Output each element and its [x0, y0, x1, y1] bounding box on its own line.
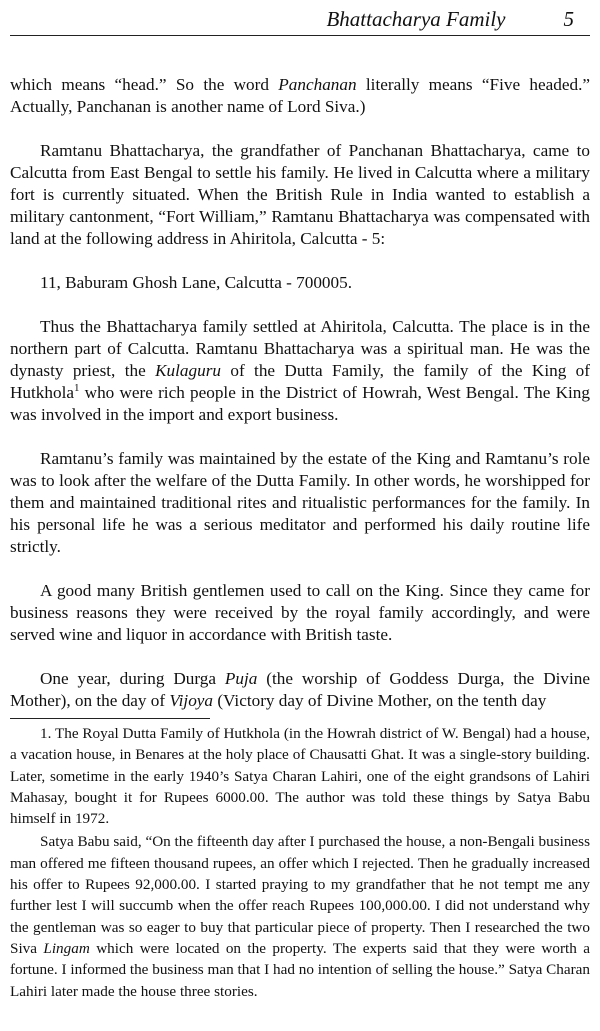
text-run: which means “head.” So the word — [10, 75, 279, 94]
running-title: Bhattacharya Family — [326, 7, 506, 31]
text-run: literally means “Five headed.” Actually, Panchanan is another name of Lord Siva.) — [10, 75, 590, 116]
italic-term: Lingam — [43, 939, 90, 957]
text-run: who were rich people in the District of Howrah, West Bengal. The King was involved in the import and export business. — [10, 383, 590, 424]
address-line: 11, Baburam Ghosh Lane, Calcutta - 700005. — [40, 273, 353, 292]
footnote-divider — [10, 718, 210, 719]
footnote-1: 1. The Royal Dutta Family of Hutkhola (in the Howrah district of W. Bengal) had a house, a vacation house, in Benares at the holy place of Chausatti Ghat. It was a single-story building. Later, sometime in the early 1940’s Satya Charan Lahiri, one of the eight grandsons of Lahiri Mahasay, bought it for Rupees 6000.00. The author was told these things by Satya Babu himself in 1972. — [10, 725, 590, 828]
paragraph-5: Ramtanu’s family was maintained by the estate of the King and Ramtanu’s role was to look after the welfare of the Dutta Family. In other words, he worshipped for them and maintained traditional rites and ritualistic performances for the family. In his personal life he was a serious meditator and performed his daily routine life strictly. — [10, 449, 590, 556]
footnotes — [10, 723, 590, 1002]
paragraph-6: A good many British gentlemen used to call on the King. Since they came for business reasons they were received by the royal family accordingly, and were served wine and liquor in accordance with British taste. — [10, 581, 590, 644]
footnote-marker: 1 — [73, 382, 80, 394]
running-head — [10, 0, 590, 36]
text-run: One year, during Durga — [40, 669, 225, 688]
text-run: which were located on the property. The experts said that they were worth a fortune. I informed the business man that I had no intention of selling the house.” Satya Charan Lahiri later made the house three stories. — [10, 939, 590, 1000]
main-text — [10, 74, 590, 712]
text-run: (the worship of Goddess Durga, the Divine Mother), on the day of — [10, 669, 590, 710]
paragraph-2: Ramtanu Bhattacharya, the grandfather of Panchanan Bhattacharya, came to Calcutta from East Bengal to settle his family. He lived in Calcutta where a military fort is currently situated. When the British Rule in India wanted to establish a military cantonment, “Fort William,” Ramtanu Bhattacharya was compensated with land at the following address in Ahiritola, Calcutta - 5: — [10, 141, 590, 248]
text-run: Thus the Bhattacharya family settled at Ahiritola, Calcutta. The place is in the northern part of Calcutta. Ramtanu Bhattacharya was a spiritual man. He was the dynasty priest, the — [10, 317, 590, 380]
paragraph-4 — [10, 316, 590, 426]
text-run: (Victory day of Divine Mother, on the tenth day — [213, 691, 547, 710]
text-run: Satya Babu said, “On the fifteenth day after I purchased the house, a non-Bengali business man offered me fifteen thousand rupees, an offer which I rejected. Then he gradually increased his offer to Rupees 92,000.00. I started praying to my grandfather that he not tempt me any further lest I will succumb when the offer reach Rupees 100,000.00. I did not understand why the gentleman was so eager to buy that particular piece of property. Then I researched the two Siva — [10, 833, 590, 957]
paragraph-1 — [10, 74, 590, 118]
italic-term: Kulaguru — [155, 361, 221, 380]
page-number: 5 — [563, 7, 574, 31]
italic-term: Panchanan — [278, 75, 357, 94]
italic-term: Puja — [224, 669, 258, 688]
footnote-1-continued — [10, 831, 590, 1001]
text-run: of the Dutta Family, the family of the King of Hutkhola — [10, 361, 590, 402]
italic-term: Vijoya — [169, 691, 214, 710]
paragraph-7 — [10, 668, 590, 712]
